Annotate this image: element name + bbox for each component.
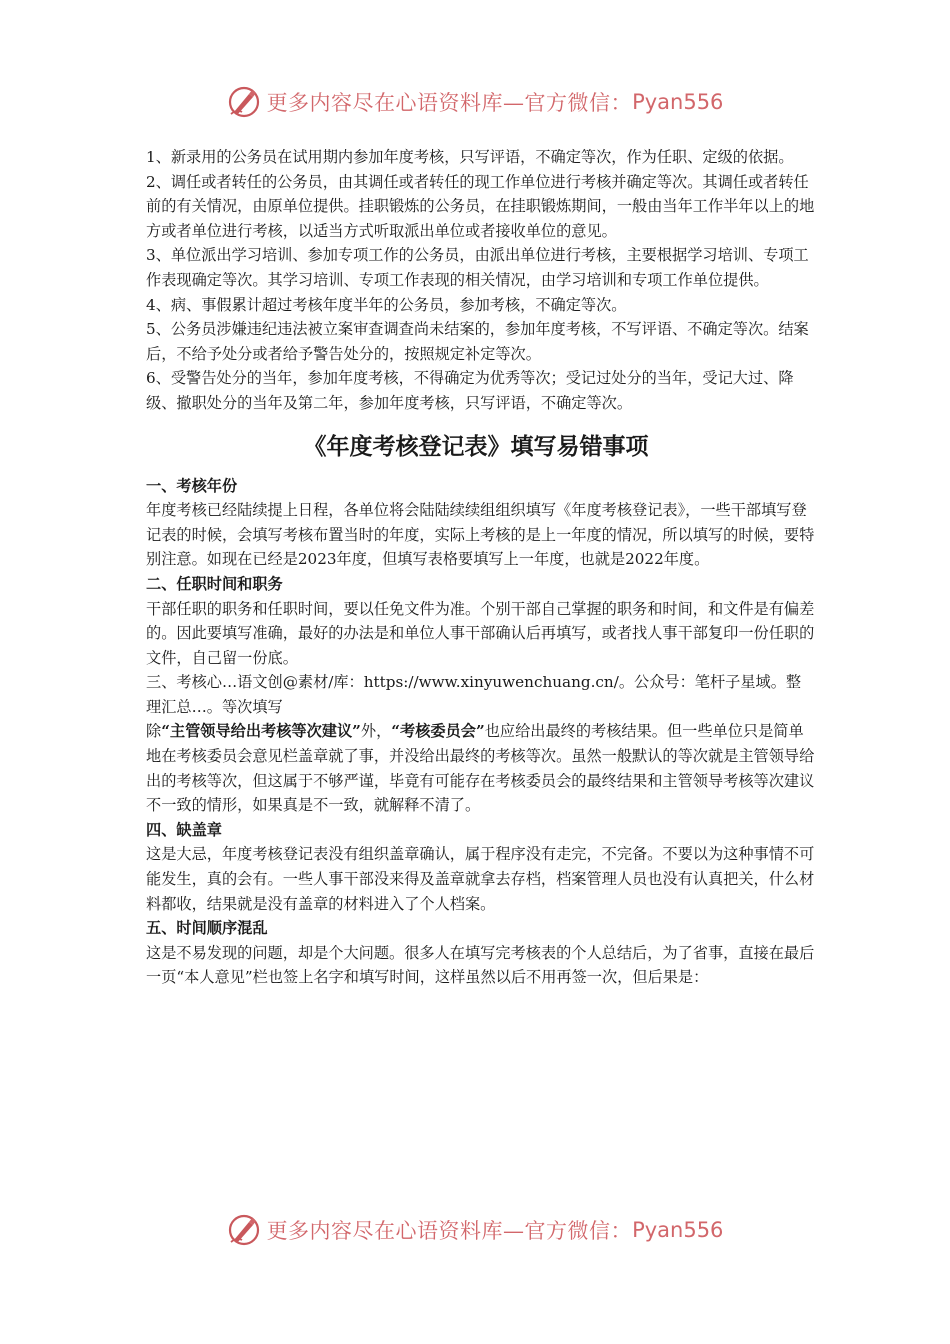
section-paragraph: 干部任职的职务和任职时间，要以任免文件为准。个别干部自己掌握的职务和时间，和文件是有偏差的。因此要填写准确，最好的办法是和单位人事干部确认后再填写，或者找人事干部复印一份任职的文件，自己留一份底。 xyxy=(146,599,815,667)
banner-text: 更多内容尽在心语资料库—官方微信： xyxy=(266,91,633,115)
banner-wechat-id: Pyan556 xyxy=(632,90,724,114)
quoted-term-leader: “主管领导给出考核等次建议” xyxy=(161,722,361,741)
section-paragraph: 这是不易发现的问题，却是个大问题。很多人在填写完考核表的个人总结后，为了省事，直接在最后一页“本人意见”栏也签上名字和填写时间，这样虽然以后不用再签一次，但后果是： xyxy=(146,943,815,987)
section-paragraph xyxy=(146,719,816,817)
section-heading: 二、任职时间和职务 xyxy=(146,574,283,593)
quoted-term-committee: “考核委员会” xyxy=(391,722,485,741)
list-item: 1、新录用的公务员在试用期内参加年度考核，只写评语，不确定等次，作为任职、定级的依据。 xyxy=(146,148,794,166)
section-paragraph: 这是大忌，年度考核登记表没有组织盖章确认，属于程序没有走完，不完备。不要以为这种事情不可能发生，真的会有。一些人事干部没来得及盖章就拿去存档，档案管理人员也没有认真把关，什么材料都收，结果就是没有盖章的材料进入了个人档案。 xyxy=(146,845,815,913)
list-item: 3、单位派出学习培训、参加专项工作的公务员，由派出单位进行考核，主要根据学习培训、专项工作表现确定等次。其学习培训、专项工作表现的相关情况，由学习培训和专项工作单位提供。 xyxy=(146,246,809,289)
section-heading: 五、时间顺序混乱 xyxy=(146,919,268,938)
pen-logo-icon xyxy=(227,1213,261,1247)
list-item: 6、受警告处分的当年，参加年度考核，不得确定为优秀等次；受记过处分的当年，受记大过、降级、撤职处分的当年及第二年，参加年度考核，只写评语，不确定等次。 xyxy=(146,369,794,412)
header-banner xyxy=(0,82,950,122)
section-heading: 一、考核年份 xyxy=(146,476,238,495)
document-body xyxy=(146,145,816,990)
paragraph-text: 也应给出最终的考核结果。但一些单位只是简单地在考核委员会意见栏盖章就了事，并没给出最终的考核等次。虽然一般默认的等次就是主管领导给出的考核等次，但这属于不够严谨，毕竟有可能存在考核委员会的最终结果和主管领导考核等次建议不一致的情形，如果真是不一致，就解释不清了。 xyxy=(146,722,815,815)
list-item: 2、调任或者转任的公务员，由其调任或者转任的现工作单位进行考核并确定等次。其调任或者转任前的有关情况，由原单位提供。挂职锻炼的公务员，在挂职锻炼期间，一般由当年工作半年以上的地方或者单位进行考核，以适当方式听取派出单位或者接收单位的意见。 xyxy=(146,172,815,240)
paragraph-prefix: 除 xyxy=(146,722,162,741)
section-heading: 四、缺盖章 xyxy=(146,820,222,839)
banner-wechat-id: Pyan556 xyxy=(632,1218,724,1242)
pen-logo-icon xyxy=(227,85,261,119)
document-title: 《年度考核登记表》填写易错事项 xyxy=(303,432,649,460)
paragraph-connector: 外， xyxy=(360,722,392,741)
list-item: 4、病、事假累计超过考核年度半年的公务员，参加考核，不确定等次。 xyxy=(146,295,627,314)
list-item: 5、公务员涉嫌违纪违法被立案审查调查尚未结案的，参加年度考核，不写评语、不确定等次。结案后，不给予处分或者给予警告处分的，按照规定补定等次。 xyxy=(146,320,809,363)
section-heading-plain: 三、考核心…语文创@素材/库：https://www.xinyuwenchuang.cn/。公众号：笔杆子星域。整理汇总…。等次填写 xyxy=(146,673,802,716)
footer-banner xyxy=(0,1210,950,1250)
banner-text: 更多内容尽在心语资料库—官方微信： xyxy=(266,1219,633,1243)
section-paragraph: 年度考核已经陆续提上日程，各单位将会陆陆续续组组织填写《年度考核登记表》，一些干部填写登记表的时候，会填写考核布置当时的年度，实际上考核的是上一年度的情况，所以填写的时候，要特别注意。如现在已经是2023年度，但填写表格要填写上一年度，也就是2022年度。 xyxy=(146,501,815,569)
